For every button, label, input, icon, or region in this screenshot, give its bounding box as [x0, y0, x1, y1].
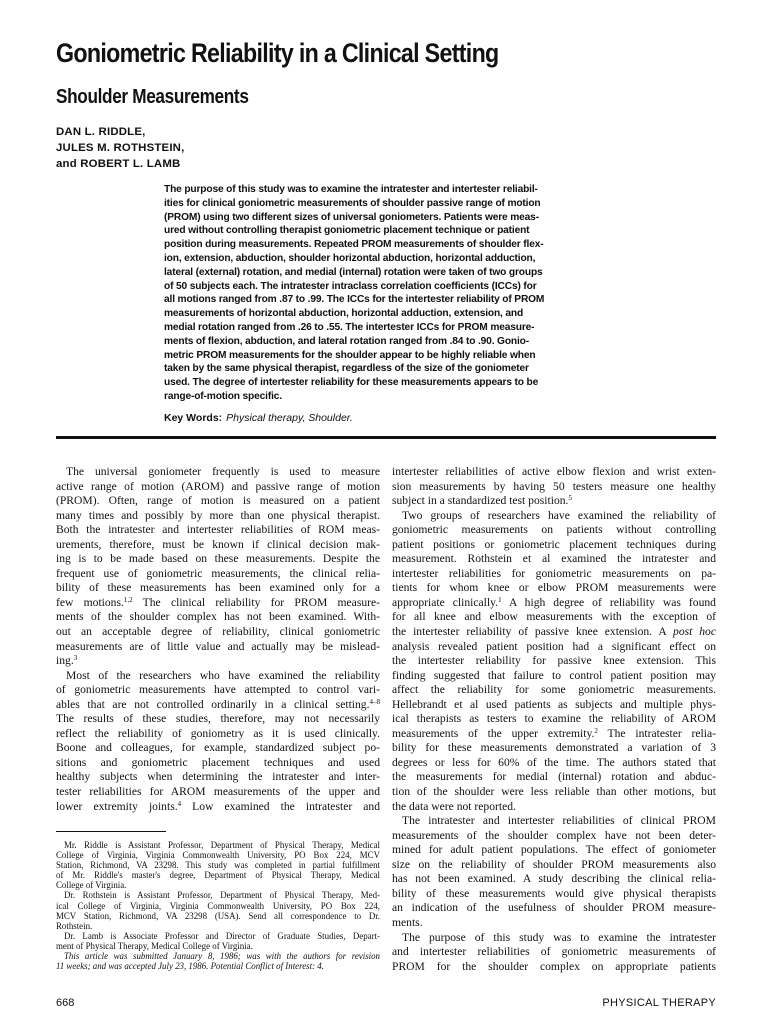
text-line: Both the intratester and intertester reliabilities of ROM meas- [56, 523, 380, 537]
text-line: appropriate clinically.$^1$ A high degree of reliability was found [392, 595, 716, 609]
text-line: the intertester reliability of passive knee extension. A post hoc [392, 625, 716, 639]
text-line: reflect the reliability of goniometry as it is used clinically. [56, 726, 380, 740]
text-line: mined for adult patient populations. The effect of goniometer [392, 843, 716, 857]
header-divider [56, 436, 716, 439]
abstract [164, 183, 714, 404]
text-line: The purpose of this study was to examine the intratester [402, 930, 716, 944]
footnote-line: 11 weeks; and was accepted July 23, 1986. Potential Conflict of Interest: 4. [56, 961, 324, 972]
abstract-line: taken by the same physical therapist, regardless of the size of the goniometer [164, 363, 529, 375]
text-line: urements, therefore, must be known if clinical decision mak- [56, 537, 380, 551]
text-line: few motions.$^{1,2}$ The clinical reliability for PROM measure- [56, 595, 380, 609]
article-subtitle: Shoulder Measurements [56, 86, 249, 108]
text-line: ments. [392, 915, 423, 929]
abstract-line: metric PROM measurements for the shoulder appear to be highly reliable when [164, 349, 536, 361]
text-line: measurement. Rothstein et al examined the intratester and [392, 552, 716, 566]
author-name: DAN L. RIDDLE, [56, 126, 146, 138]
footnote-line: Station, Richmond, VA 23298. This study was completed in partial fulfillment [56, 860, 380, 871]
citation-marker: 2 [594, 726, 598, 735]
citation-marker: 1 [498, 595, 502, 604]
text-line: has not been examined. A study describing the clinical relia- [392, 872, 716, 886]
abstract-line: of 50 subjects each. The intratester intraclass correlation coefficients (ICCs) for [164, 280, 537, 292]
text-line: ing.$^3$ [56, 654, 78, 668]
text-line: size on the reliability of shoulder PROM measurements also [392, 857, 716, 871]
abstract-line: (PROM) using two different sizes of universal goniometers. Patients were meas- [164, 211, 539, 223]
author-name: JULES M. ROTHSTEIN, [56, 142, 185, 154]
text-line: measurements of the upper extremity.$^2$ The intratester relia- [392, 726, 716, 740]
abstract-line: medial rotation ranged from .26 to .55. The intertester ICCs for PROM measure- [164, 321, 535, 333]
footnote-line: ment of Physical Therapy, Medical College of Virginia. [56, 940, 253, 951]
text-line: the measurements for medial (internal) rotation and abduc- [392, 770, 716, 784]
footnote-line: MCV Station, Richmond, VA 23298 (USA). Send all correspondence to Dr. [56, 910, 380, 921]
key-words [164, 412, 714, 424]
footnote-line: College of Virginia, Virginia Commonwealth University, PO Box 224, MCV [56, 850, 380, 861]
text-line: Boone and colleagues, for example, standardized subject po- [56, 741, 380, 755]
text-line: sion measurements by having 50 testers measure one healthy [392, 479, 716, 493]
citation-marker: 1,2 [123, 595, 133, 604]
article-title: Goniometric Reliability in a Clinical Setting [56, 38, 499, 68]
text-line: ical therapists as testers to examine the reliability of AROM [392, 712, 716, 726]
text-line: measurements of the shoulder complex have not been deter- [392, 828, 716, 842]
text-line: Most of the researchers who have examined the reliability [66, 668, 380, 682]
footnote-line: Dr. Lamb is Associate Professor and Director of Graduate Studies, Depart- [64, 930, 380, 941]
key-words-label: Key Words: [164, 412, 223, 424]
text-line: The universal goniometer frequently is used to measure [66, 465, 380, 478]
citation-marker: 4 [177, 799, 182, 808]
footnote-line: Rothstein. [56, 920, 93, 931]
text-line: out an acceptable degree of reliability, clinical goniometric [56, 625, 380, 639]
text-line: for all knee and elbow measurements with the exception of [392, 610, 716, 624]
text-line: tients for whom knee or elbow PROM measurements were [392, 581, 716, 595]
footnote-divider [56, 831, 166, 832]
page-number: 668 [56, 997, 75, 1009]
abstract-line: ion, extension, abduction, shoulder horizontal abduction, horizontal adduction, [164, 252, 536, 264]
citation-marker: 4–8 [369, 697, 380, 706]
text-line: degrees or less for 60% of the time. The authors stated that [392, 755, 716, 769]
text-line: goniometric measurements on patients without controlling [392, 523, 716, 537]
text-line: bility of these measurements would give physical therapists [392, 886, 716, 900]
text-line: bility of these measurements has been examined only for a [56, 581, 380, 595]
text-line: finding suggested that failure to control patient position may [392, 668, 716, 682]
key-words-value: Physical therapy, Shoulder. [226, 412, 353, 424]
footnote-line: of Mr. Riddle's master's degree, Department of Physical Therapy, Medical [56, 870, 380, 881]
footnote-line: This article was submitted January 8, 1986; was with the authors for revision [64, 951, 380, 962]
footnote-line: Dr. Rothstein is Assistant Professor, Department of Physical Therapy, Med- [64, 890, 380, 901]
text-line: analysis revealed patient position had a significant effect on [392, 639, 716, 653]
text-line: many times and possibly by more than one physical therapist. [56, 508, 380, 522]
text-line: ables that are not controlled ordinarily in a clinical setting.$^{4-8}$ [56, 697, 380, 711]
text-line: lower extremity joints.$^4$ Low examined the intratester and [56, 799, 380, 813]
text-line: affect the reliability for some goniometric measurements. [392, 683, 716, 697]
text-line: tion of the shoulder were less reliable than other motions, but [392, 785, 716, 799]
footnote-line: ical College of Virginia, Virginia Commonwealth University, PO Box 224, [56, 900, 380, 911]
text-line: tester reliabilities for AROM measurements of the upper and [56, 785, 380, 799]
body-column-right [392, 465, 716, 974]
text-line: healthy subjects when determining the intratester and inter- [56, 770, 380, 784]
text-line: (PROM). Often, range of motion is measured on a patient [56, 494, 380, 508]
text-line: intertester reliabilities for goniometric measurements on pa- [392, 566, 716, 580]
text-line: bility for these measurements demonstrated a variation of 3 [392, 741, 716, 755]
text-line: sitions and goniometric placement techniques and used [56, 755, 380, 769]
text-line: ments of the shoulder complex has not been examined. With- [56, 610, 380, 624]
text-line: of goniometric measurements have attempted to control vari- [56, 683, 380, 697]
abstract-line: measurements of horizontal abduction, horizontal adduction, extension, and [164, 308, 524, 320]
author-name: and ROBERT L. LAMB [56, 158, 181, 170]
body-column-left [56, 465, 380, 814]
author-footnotes [56, 840, 380, 971]
citation-marker: 3 [73, 654, 78, 663]
footnote-line: College of Virginia. [56, 880, 127, 891]
text-line: active range of motion (AROM) and passive range of motion [56, 479, 380, 493]
text-line: measurements are of little value and actually may be mislead- [56, 639, 380, 653]
text-line: subject in a standardized test position.$^5$ [392, 494, 572, 508]
abstract-line: ities for clinical goniometric measurements of shoulder passive range of motion [164, 197, 541, 209]
author-list [56, 124, 184, 172]
text-line: patient positions or goniometric placement techniques during [392, 537, 716, 551]
text-line: ing is to be made based on these measurements. Despite the [56, 552, 380, 566]
text-line: intertester reliabilities of active elbow flexion and wrist exten- [392, 465, 716, 478]
text-line: The intratester and intertester reliabilities of clinical PROM [402, 814, 716, 828]
text-line: The results of these studies, therefore, may not necessarily [56, 712, 380, 726]
abstract-line: all motions ranged from .87 to .99. The ICCs for the intertester reliability of PROM [164, 294, 545, 306]
abstract-line: ments of flexion, abduction, and lateral rotation ranged from .84 to .90. Gonio- [164, 335, 529, 347]
abstract-line: position during measurements. Repeated PROM measurements of shoulder flex- [164, 239, 544, 251]
text-line: the intertester reliability for passive knee extension. This [392, 654, 716, 668]
text-line: Two groups of researchers have examined the reliability of [402, 508, 716, 522]
text-line: Hellebrandt et al used patients as subjects and multiple phys- [392, 697, 716, 711]
text-line: and intertester reliabilities of goniometric measurements of [392, 945, 716, 959]
citation-marker: 5 [568, 494, 572, 503]
abstract-line: range-of-motion specific. [164, 390, 282, 402]
abstract-line: lateral (external) rotation, and medial (internal) rotation were taken of two groups [164, 266, 543, 278]
text-line: the data were not reported. [392, 799, 516, 813]
text-line: PROM for the shoulder complex on appropriate patients [392, 959, 716, 973]
abstract-line: The purpose of this study was to examine the intratester and intertester reliabil- [164, 184, 538, 195]
text-line: frequent use of goniometric measurements, the clinical relia- [56, 566, 380, 580]
text-line: an indication of the usefulness of shoulder PROM measure- [392, 901, 716, 915]
abstract-line: used. The degree of intertester reliability for these measurements appears to be [164, 377, 539, 389]
journal-name: PHYSICAL THERAPY [602, 997, 716, 1009]
footnote-line: Mr. Riddle is Assistant Professor, Department of Physical Therapy, Medical [64, 840, 380, 850]
abstract-line: ured without controlling therapist goniometric placement technique or patient [164, 225, 530, 237]
